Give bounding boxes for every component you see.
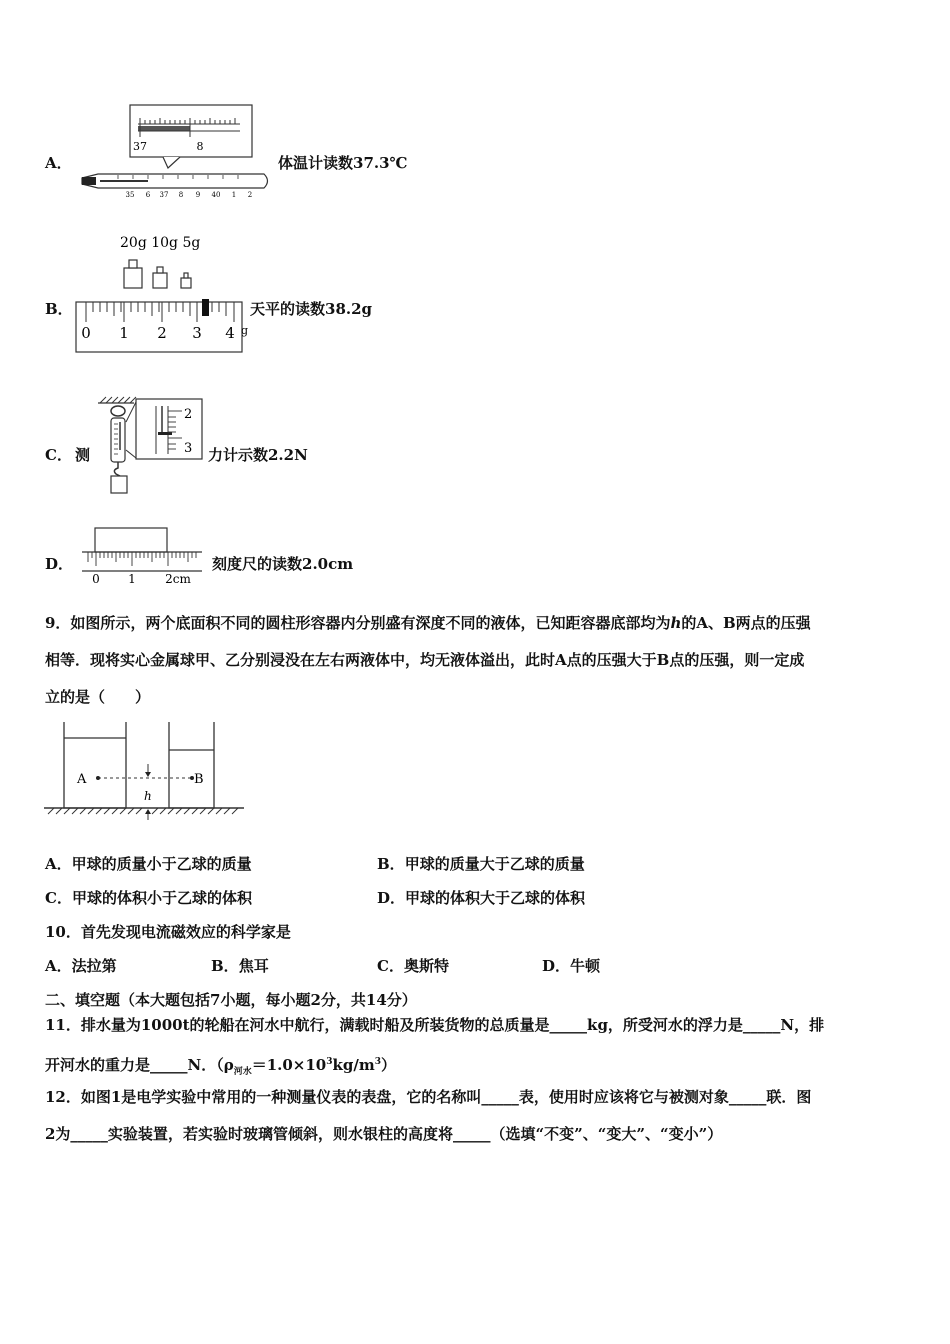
spring-scale-label: 3 (184, 441, 193, 456)
q9-h: h (670, 614, 682, 632)
option-c-letter: C． (45, 446, 72, 464)
thermo-zoom-label: 37 (133, 140, 147, 153)
q12-line2: 2为_____实验装置，若实验时玻璃管倾斜，则水银柱的高度将_____（选填“不变”、“变大”、“变小”） (45, 1125, 723, 1143)
thermo-scale-label: 6 (145, 191, 151, 199)
q9-option-d-letter: D． (377, 889, 406, 907)
thermo-scale-label: 2 (247, 191, 253, 199)
q11-sub: 河水 (233, 1067, 252, 1077)
q9-option-c-letter: C． (45, 889, 72, 907)
q9-option-b-letter: B． (377, 855, 405, 873)
q10-option-b-letter: B． (211, 957, 239, 975)
option-d-letter: D． (45, 555, 74, 573)
point-a-label: A (77, 772, 87, 787)
q11-line2 (45, 1052, 396, 1082)
q10-option-a-letter: A． (45, 957, 72, 975)
option-c-text: 力计示数2.2N (208, 446, 308, 464)
ruler-tick: 1 (128, 572, 136, 586)
thermo-scale-label: 35 (125, 191, 135, 199)
thermo-scale-label: 37 (159, 191, 169, 199)
balance-unit: g (241, 324, 249, 337)
thermo-scale-label: 40 (211, 191, 221, 199)
q9-option-c-text: 甲球的体积小于乙球的体积 (71, 889, 252, 907)
thermo-zoom-label: 8 (196, 140, 204, 153)
q9-option-a-letter: A． (45, 855, 72, 873)
q9-line2: 相等．现将实心金属球甲、乙分别浸没在左右两液体中，均无液体溢出，此时A点的压强大于B点的压强，则一定成 (45, 651, 805, 669)
q12-line1: 12．如图1是电学实验中常用的一种测量仪表的表盘，它的名称叫_____表，使用时应该将它与被测对象_____联．图 (45, 1088, 812, 1106)
q11-line2-a: 开河水的重力是_____N．（ρ (45, 1056, 234, 1074)
q10-option-d (542, 956, 600, 976)
thermometer-figure (78, 100, 274, 200)
h-label: h (144, 789, 152, 803)
q11-line1: 11．排水量为1000t的轮船在河水中航行，满载时船及所装货物的总质量是_____kg，所受河水的浮力是_____N，排 (45, 1016, 825, 1034)
q9-line1-end: 的A、B两点的压强 (681, 614, 811, 632)
q11-line2-b: ＝1.0×10 (251, 1056, 327, 1074)
q9-option-a (45, 854, 252, 874)
q9-option-b (377, 854, 585, 874)
balance-tick: 3 (192, 324, 202, 342)
balance-tick: 0 (81, 324, 91, 342)
thermo-scale-label: 8 (178, 191, 184, 199)
option-a-letter: A． (45, 154, 72, 172)
q10-option-c-letter: C． (377, 957, 404, 975)
section2-title: 二、填空题（本大题包括7小题，每小题2分，共14分） (45, 991, 417, 1009)
spring-scale-figure (96, 394, 208, 496)
q11-sup2: 3 (374, 1057, 382, 1067)
q9-line3: 立的是（ ） (45, 688, 151, 706)
q10-option-b (211, 956, 269, 976)
balance-tick: 4 (225, 324, 235, 342)
q10-option-d-letter: D． (542, 957, 571, 975)
q10-option-a-text: 法拉第 (71, 957, 117, 975)
q10-option-d-text: 牛顿 (570, 957, 601, 975)
q9-option-b-text: 甲球的质量大于乙球的质量 (404, 855, 585, 873)
q9-option-d (377, 888, 585, 908)
q9-line1 (45, 613, 811, 633)
option-c-prefix: 测 (75, 446, 91, 464)
q11-line2-d: ） (381, 1056, 397, 1074)
option-b-text: 天平的读数38.2g (250, 300, 373, 318)
balance-tick: 1 (119, 324, 129, 342)
q10-option-c (377, 956, 449, 976)
q9-option-c (45, 888, 252, 908)
weights-label: 20g 10g 5g (120, 235, 201, 251)
q11-line2-c: kg/m (332, 1056, 375, 1074)
q10-stem: 10．首先发现电流磁效应的科学家是 (45, 923, 291, 941)
thermo-scale-label: 1 (231, 191, 237, 199)
option-b-letter: B． (45, 300, 73, 318)
q10-option-b-text: 焦耳 (238, 957, 269, 975)
containers-figure (44, 718, 248, 822)
spring-scale-label: 2 (184, 407, 193, 422)
balance-figure (74, 232, 254, 356)
point-b-label: B (194, 772, 204, 787)
q9-option-d-text: 甲球的体积大于乙球的体积 (405, 889, 586, 907)
q9-line1-text: 9．如图所示，两个底面积不同的圆柱形容器内分别盛有深度不同的液体，已知距容器底部均为 (45, 614, 671, 632)
q10-option-c-text: 奥斯特 (403, 957, 449, 975)
option-a-text: 体温计读数37.3℃ (278, 154, 408, 172)
thermo-scale-label: 9 (195, 191, 201, 199)
option-d-text: 刻度尺的读数2.0cm (212, 555, 354, 573)
q9-option-a-text: 甲球的质量小于乙球的质量 (71, 855, 252, 873)
ruler-tick: 0 (92, 572, 100, 586)
balance-tick: 2 (157, 324, 167, 342)
q11-sup1: 3 (326, 1057, 333, 1067)
ruler-tick: 2cm (165, 572, 191, 586)
q10-option-a (45, 956, 117, 976)
ruler-figure (80, 526, 208, 590)
